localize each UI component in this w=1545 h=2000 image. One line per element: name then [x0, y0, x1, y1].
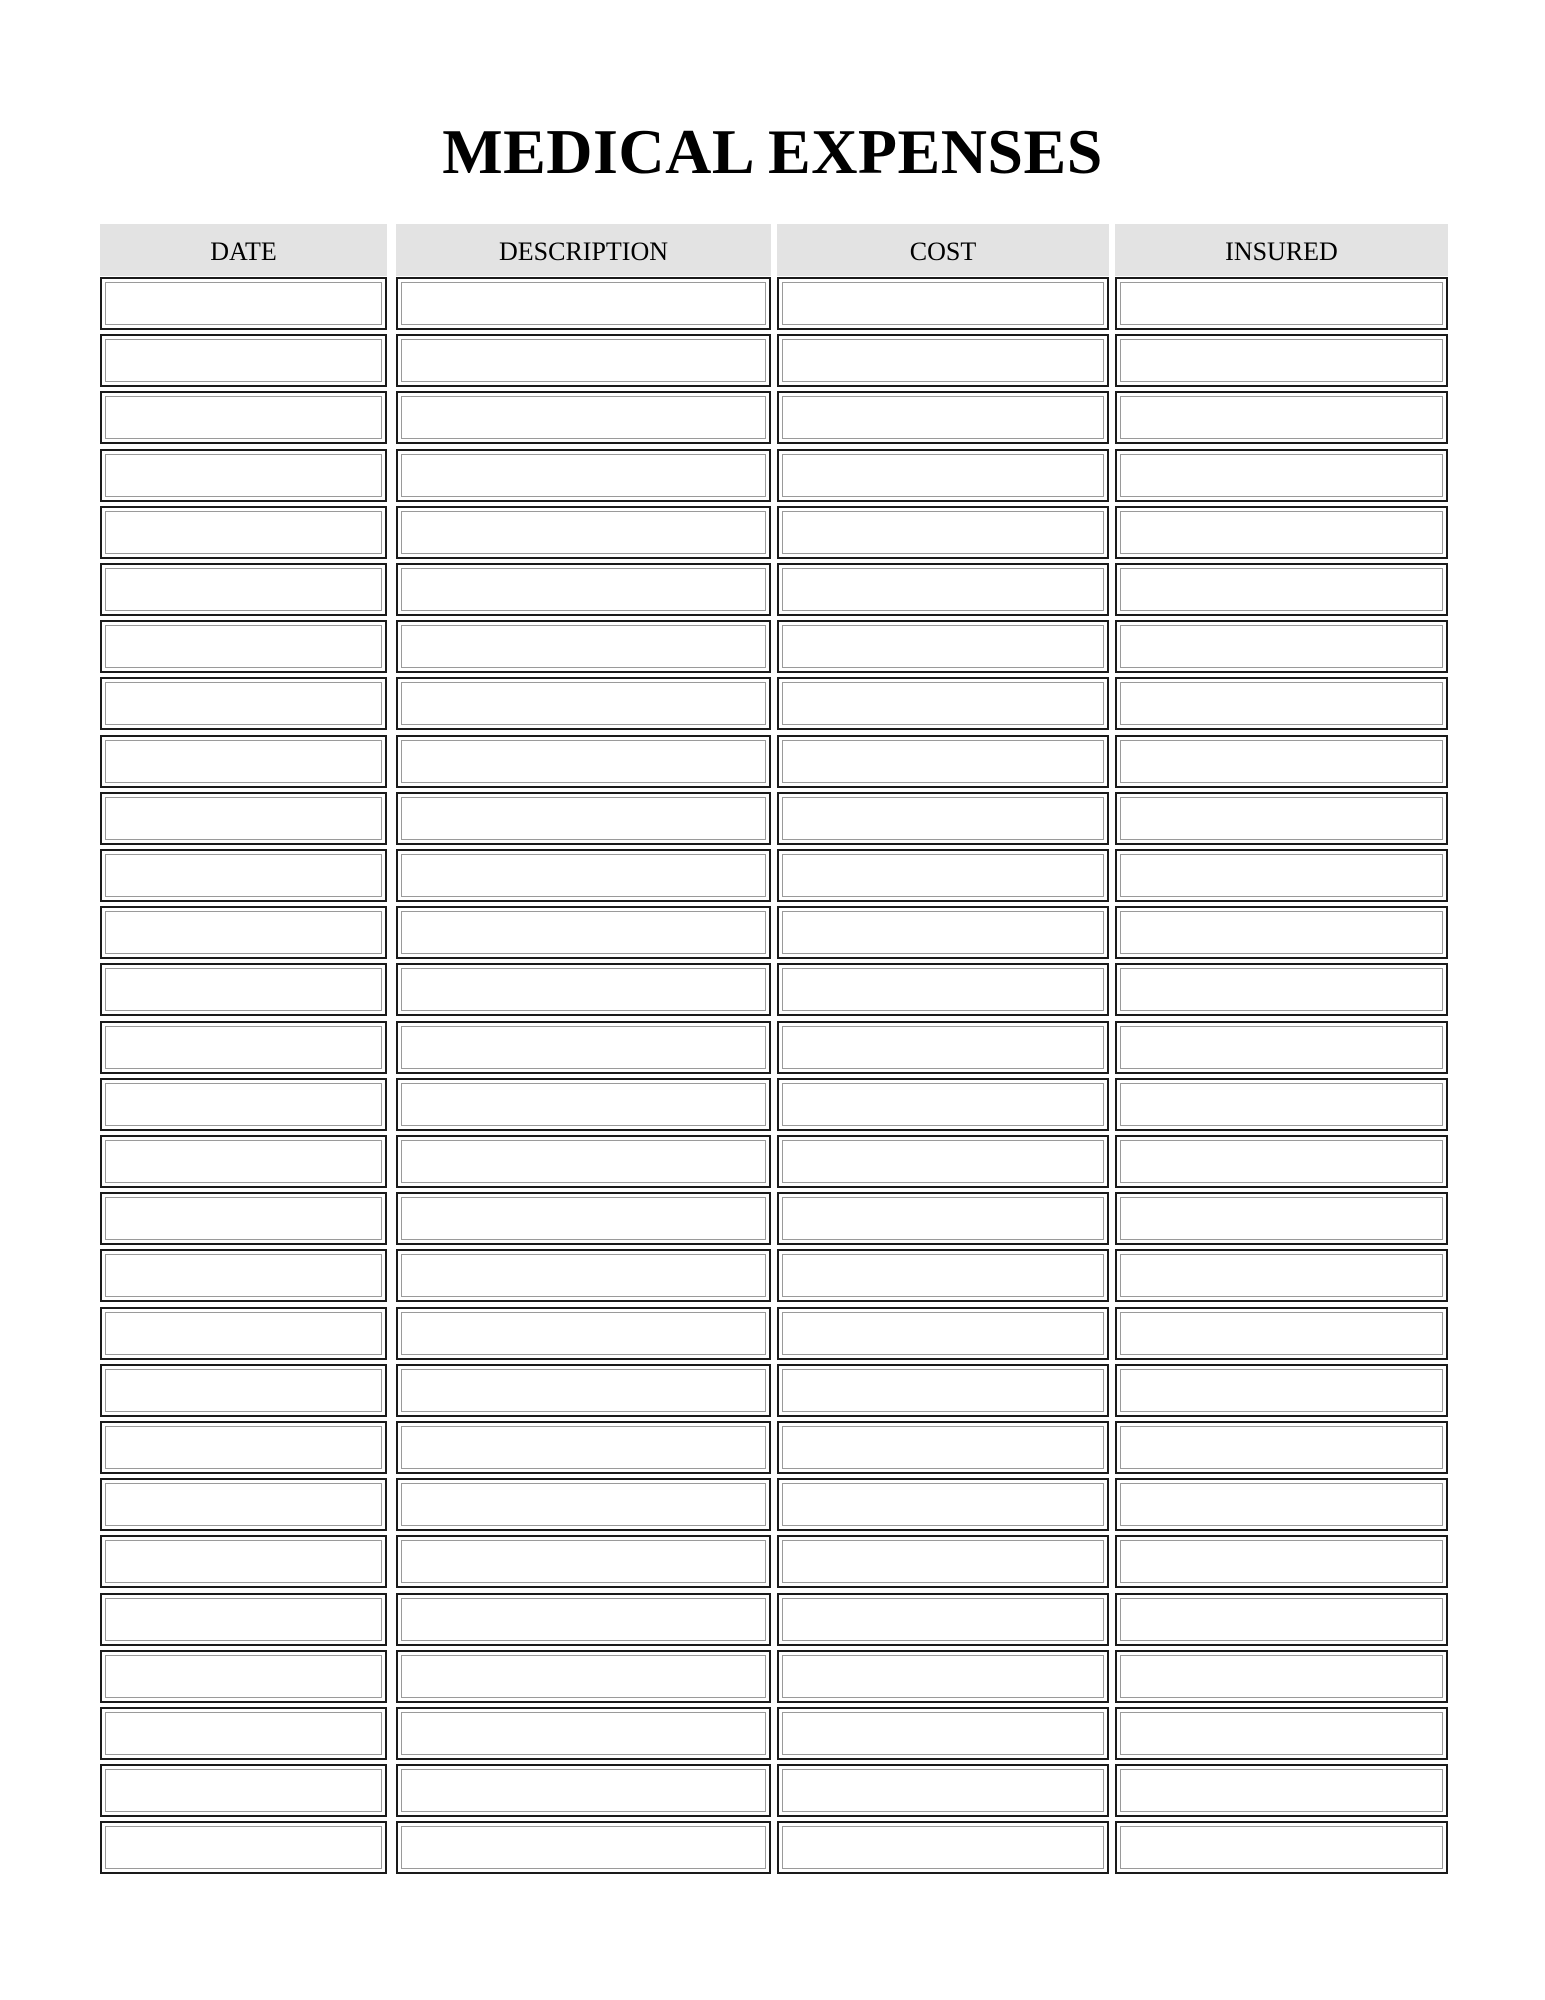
description-cell[interactable] — [396, 1192, 771, 1245]
table-row — [0, 1021, 1545, 1074]
insured-cell[interactable] — [1115, 735, 1448, 788]
cost-cell[interactable] — [777, 963, 1109, 1016]
insured-cell[interactable] — [1115, 792, 1448, 845]
description-cell[interactable] — [396, 906, 771, 959]
insured-cell[interactable] — [1115, 1021, 1448, 1074]
table-row — [0, 1421, 1545, 1474]
cost-cell[interactable] — [777, 620, 1109, 673]
column-header-description: DESCRIPTION — [396, 224, 771, 276]
cost-cell[interactable] — [777, 1593, 1109, 1646]
description-cell[interactable] — [396, 1307, 771, 1360]
description-cell[interactable] — [396, 1478, 771, 1531]
cost-cell[interactable] — [777, 906, 1109, 959]
table-row — [0, 677, 1545, 730]
cost-cell[interactable] — [777, 1078, 1109, 1131]
date-cell[interactable] — [100, 1135, 387, 1188]
cost-cell[interactable] — [777, 334, 1109, 387]
description-cell[interactable] — [396, 1364, 771, 1417]
date-cell[interactable] — [100, 1764, 387, 1817]
table-row — [0, 1078, 1545, 1131]
table-row — [0, 1249, 1545, 1302]
date-cell[interactable] — [100, 677, 387, 730]
insured-cell[interactable] — [1115, 1249, 1448, 1302]
date-cell[interactable] — [100, 963, 387, 1016]
column-header-date: DATE — [100, 224, 387, 276]
table-row — [0, 1650, 1545, 1703]
column-header-cost: COST — [777, 224, 1109, 276]
description-cell[interactable] — [396, 1078, 771, 1131]
date-cell[interactable] — [100, 1364, 387, 1417]
table-row — [0, 1593, 1545, 1646]
table-row — [0, 277, 1545, 330]
date-cell[interactable] — [100, 1650, 387, 1703]
description-cell[interactable] — [396, 1821, 771, 1874]
date-cell[interactable] — [100, 849, 387, 902]
insured-cell[interactable] — [1115, 1821, 1448, 1874]
date-cell[interactable] — [100, 1535, 387, 1588]
insured-cell[interactable] — [1115, 963, 1448, 1016]
cost-cell[interactable] — [777, 1535, 1109, 1588]
cost-cell[interactable] — [777, 1421, 1109, 1474]
date-cell[interactable] — [100, 334, 387, 387]
insured-cell[interactable] — [1115, 906, 1448, 959]
table-row — [0, 1478, 1545, 1531]
insured-cell[interactable] — [1115, 277, 1448, 330]
date-cell[interactable] — [100, 506, 387, 559]
description-cell[interactable] — [396, 620, 771, 673]
table-row — [0, 1707, 1545, 1760]
insured-cell[interactable] — [1115, 1535, 1448, 1588]
date-cell[interactable] — [100, 449, 387, 502]
date-cell[interactable] — [100, 1307, 387, 1360]
date-cell[interactable] — [100, 906, 387, 959]
cost-cell[interactable] — [777, 506, 1109, 559]
description-cell[interactable] — [396, 334, 771, 387]
description-cell[interactable] — [396, 1249, 771, 1302]
insured-cell[interactable] — [1115, 506, 1448, 559]
cost-cell[interactable] — [777, 563, 1109, 616]
description-cell[interactable] — [396, 1135, 771, 1188]
table-row — [0, 906, 1545, 959]
insured-cell[interactable] — [1115, 1078, 1448, 1131]
date-cell[interactable] — [100, 1421, 387, 1474]
description-cell[interactable] — [396, 1707, 771, 1760]
insured-cell[interactable] — [1115, 1650, 1448, 1703]
description-cell[interactable] — [396, 792, 771, 845]
table-row — [0, 620, 1545, 673]
insured-cell[interactable] — [1115, 849, 1448, 902]
cost-cell[interactable] — [777, 1478, 1109, 1531]
insured-cell[interactable] — [1115, 563, 1448, 616]
description-cell[interactable] — [396, 1421, 771, 1474]
table-row — [0, 1764, 1545, 1817]
insured-cell[interactable] — [1115, 1707, 1448, 1760]
table-header — [0, 224, 1545, 276]
table-row — [0, 391, 1545, 444]
description-cell[interactable] — [396, 849, 771, 902]
date-cell[interactable] — [100, 1249, 387, 1302]
description-cell[interactable] — [396, 391, 771, 444]
table-row — [0, 849, 1545, 902]
insured-cell[interactable] — [1115, 334, 1448, 387]
insured-cell[interactable] — [1115, 620, 1448, 673]
date-cell[interactable] — [100, 1593, 387, 1646]
insured-cell[interactable] — [1115, 1192, 1448, 1245]
table-row — [0, 963, 1545, 1016]
description-cell[interactable] — [396, 735, 771, 788]
insured-cell[interactable] — [1115, 449, 1448, 502]
cost-cell[interactable] — [777, 277, 1109, 330]
date-cell[interactable] — [100, 391, 387, 444]
cost-cell[interactable] — [777, 391, 1109, 444]
date-cell[interactable] — [100, 1707, 387, 1760]
date-cell[interactable] — [100, 792, 387, 845]
cost-cell[interactable] — [777, 849, 1109, 902]
description-cell[interactable] — [396, 1535, 771, 1588]
cost-cell[interactable] — [777, 449, 1109, 502]
table-row — [0, 792, 1545, 845]
table-row — [0, 1821, 1545, 1874]
cost-cell[interactable] — [777, 1192, 1109, 1245]
description-cell[interactable] — [396, 1650, 771, 1703]
table-row — [0, 1135, 1545, 1188]
insured-cell[interactable] — [1115, 1364, 1448, 1417]
description-cell[interactable] — [396, 1021, 771, 1074]
table-row — [0, 334, 1545, 387]
cost-cell[interactable] — [777, 1249, 1109, 1302]
cost-cell[interactable] — [777, 1650, 1109, 1703]
insured-cell[interactable] — [1115, 1421, 1448, 1474]
table-row — [0, 735, 1545, 788]
column-header-insured: INSURED — [1115, 224, 1448, 276]
cost-cell[interactable] — [777, 1307, 1109, 1360]
description-cell[interactable] — [396, 1764, 771, 1817]
insured-cell[interactable] — [1115, 1764, 1448, 1817]
cost-cell[interactable] — [777, 1764, 1109, 1817]
table-row — [0, 506, 1545, 559]
description-cell[interactable] — [396, 963, 771, 1016]
description-cell[interactable] — [396, 563, 771, 616]
date-cell[interactable] — [100, 1821, 387, 1874]
date-cell[interactable] — [100, 620, 387, 673]
description-cell[interactable] — [396, 1593, 771, 1646]
insured-cell[interactable] — [1115, 1135, 1448, 1188]
table-row — [0, 1192, 1545, 1245]
insured-cell[interactable] — [1115, 1307, 1448, 1360]
page-title: MEDICAL EXPENSES — [442, 116, 1103, 187]
date-cell[interactable] — [100, 1192, 387, 1245]
date-cell[interactable] — [100, 563, 387, 616]
cost-cell[interactable] — [777, 1364, 1109, 1417]
date-cell[interactable] — [100, 735, 387, 788]
description-cell[interactable] — [396, 277, 771, 330]
date-cell[interactable] — [100, 1021, 387, 1074]
date-cell[interactable] — [100, 1478, 387, 1531]
insured-cell[interactable] — [1115, 1478, 1448, 1531]
cost-cell[interactable] — [777, 677, 1109, 730]
table-row — [0, 563, 1545, 616]
description-cell[interactable] — [396, 506, 771, 559]
insured-cell[interactable] — [1115, 1593, 1448, 1646]
cost-cell[interactable] — [777, 735, 1109, 788]
date-cell[interactable] — [100, 277, 387, 330]
cost-cell[interactable] — [777, 1135, 1109, 1188]
insured-cell[interactable] — [1115, 677, 1448, 730]
table-row — [0, 1535, 1545, 1588]
cost-cell[interactable] — [777, 1707, 1109, 1760]
table-row — [0, 1364, 1545, 1417]
table-row — [0, 449, 1545, 502]
insured-cell[interactable] — [1115, 391, 1448, 444]
description-cell[interactable] — [396, 677, 771, 730]
cost-cell[interactable] — [777, 1021, 1109, 1074]
cost-cell[interactable] — [777, 792, 1109, 845]
table-row — [0, 1307, 1545, 1360]
cost-cell[interactable] — [777, 1821, 1109, 1874]
description-cell[interactable] — [396, 449, 771, 502]
date-cell[interactable] — [100, 1078, 387, 1131]
